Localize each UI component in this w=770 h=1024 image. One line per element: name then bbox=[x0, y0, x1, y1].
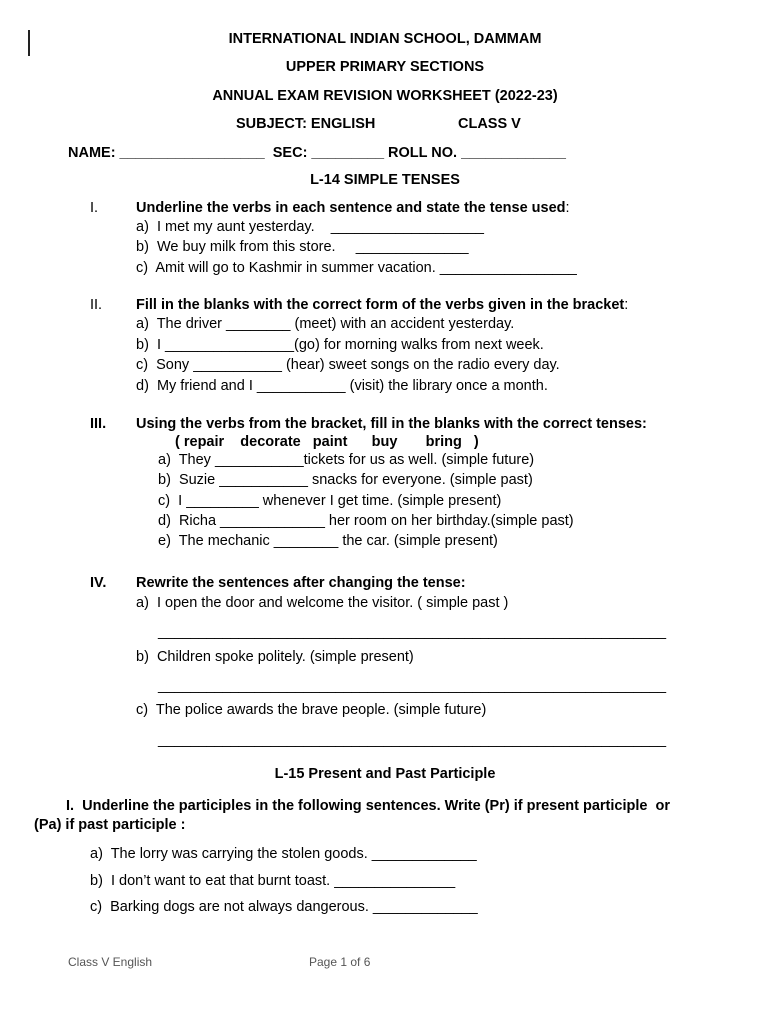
q1-number: I. bbox=[90, 200, 99, 216]
l15-q1-line1: I. Underline the participles in the following sentences. Write (Pr) if present participle or bbox=[66, 798, 671, 814]
q1-item: c) Amit will go to Kashmir in summer vacation. _________________ bbox=[136, 260, 577, 276]
q3-item: a) They ___________tickets for us as well. (simple future) bbox=[158, 452, 535, 468]
q1-item: a) I met my aunt yesterday. ___________________ bbox=[136, 219, 484, 235]
q2-item: c) Sony ___________ (hear) sweet songs on the radio every day. bbox=[136, 357, 560, 373]
q1-item: b) We buy milk from this store. ______________ bbox=[136, 239, 469, 255]
q2-colon: : bbox=[624, 297, 629, 313]
l15-item: c) Barking dogs are not always dangerous. _____________ bbox=[90, 899, 478, 915]
q4-title: Rewrite the sentences after changing the tense: bbox=[136, 575, 466, 591]
section-name: UPPER PRIMARY SECTIONS bbox=[285, 59, 485, 75]
l15-q1-line2: (Pa) if past participle : bbox=[34, 817, 186, 833]
worksheet-title: ANNUAL EXAM REVISION WORKSHEET (2022-23) bbox=[212, 88, 558, 104]
answer-line: _______________________________________________________________ bbox=[158, 624, 667, 640]
subject-label: SUBJECT: ENGLISH bbox=[236, 116, 376, 132]
q1-heading bbox=[136, 199, 570, 217]
q2-item: a) The driver ________ (meet) with an accident yesterday. bbox=[136, 316, 515, 332]
q1-colon: : bbox=[565, 200, 570, 216]
q2-title: Fill in the blanks with the correct form of the verbs given in the bracket bbox=[136, 297, 625, 313]
q3-item: d) Richa _____________ her room on her birthday.(simple past) bbox=[158, 513, 574, 529]
q4-item: b) Children spoke politely. (simple present) bbox=[136, 649, 414, 665]
q3-verb-bracket: ( repair decorate paint buy bring ) bbox=[175, 434, 479, 450]
student-fields: NAME: __________________ SEC: _________ ROLL NO. _____________ bbox=[68, 145, 566, 161]
q3-number: III. bbox=[90, 416, 107, 432]
answer-line: _______________________________________________________________ bbox=[158, 678, 667, 694]
q3-item: c) I _________ whenever I get time. (simple present) bbox=[158, 493, 502, 509]
q3-item: e) The mechanic ________ the car. (simple present) bbox=[158, 533, 498, 549]
q4-number: IV. bbox=[90, 575, 107, 591]
q2-item: d) My friend and I ___________ (visit) the library once a month. bbox=[136, 378, 548, 394]
lesson-14-title: L-14 SIMPLE TENSES bbox=[310, 172, 460, 188]
class-label: CLASS V bbox=[458, 116, 521, 132]
school-name: INTERNATIONAL INDIAN SCHOOL, DAMMAM bbox=[228, 31, 542, 47]
q3-title: Using the verbs from the bracket, fill in the blanks with the correct tenses: bbox=[136, 416, 647, 432]
q1-title: Underline the verbs in each sentence and state the tense used bbox=[136, 200, 566, 216]
q2-number: II. bbox=[90, 297, 103, 313]
footer-class: Class V English bbox=[68, 955, 153, 969]
q4-item: a) I open the door and welcome the visitor. ( simple past ) bbox=[136, 595, 509, 611]
q4-item: c) The police awards the brave people. (simple future) bbox=[136, 702, 487, 718]
q2-heading bbox=[136, 296, 628, 314]
lesson-15-title: L-15 Present and Past Participle bbox=[274, 766, 496, 782]
l15-item: b) I don’t want to eat that burnt toast. _______________ bbox=[90, 873, 456, 889]
footer-page-number: Page 1 of 6 bbox=[309, 955, 371, 969]
l15-item: a) The lorry was carrying the stolen goods. _____________ bbox=[90, 846, 477, 862]
q2-item: b) I ________________(go) for morning walks from next week. bbox=[136, 337, 544, 353]
q3-item: b) Suzie ___________ snacks for everyone. (simple past) bbox=[158, 472, 533, 488]
answer-line: _______________________________________________________________ bbox=[158, 732, 667, 748]
